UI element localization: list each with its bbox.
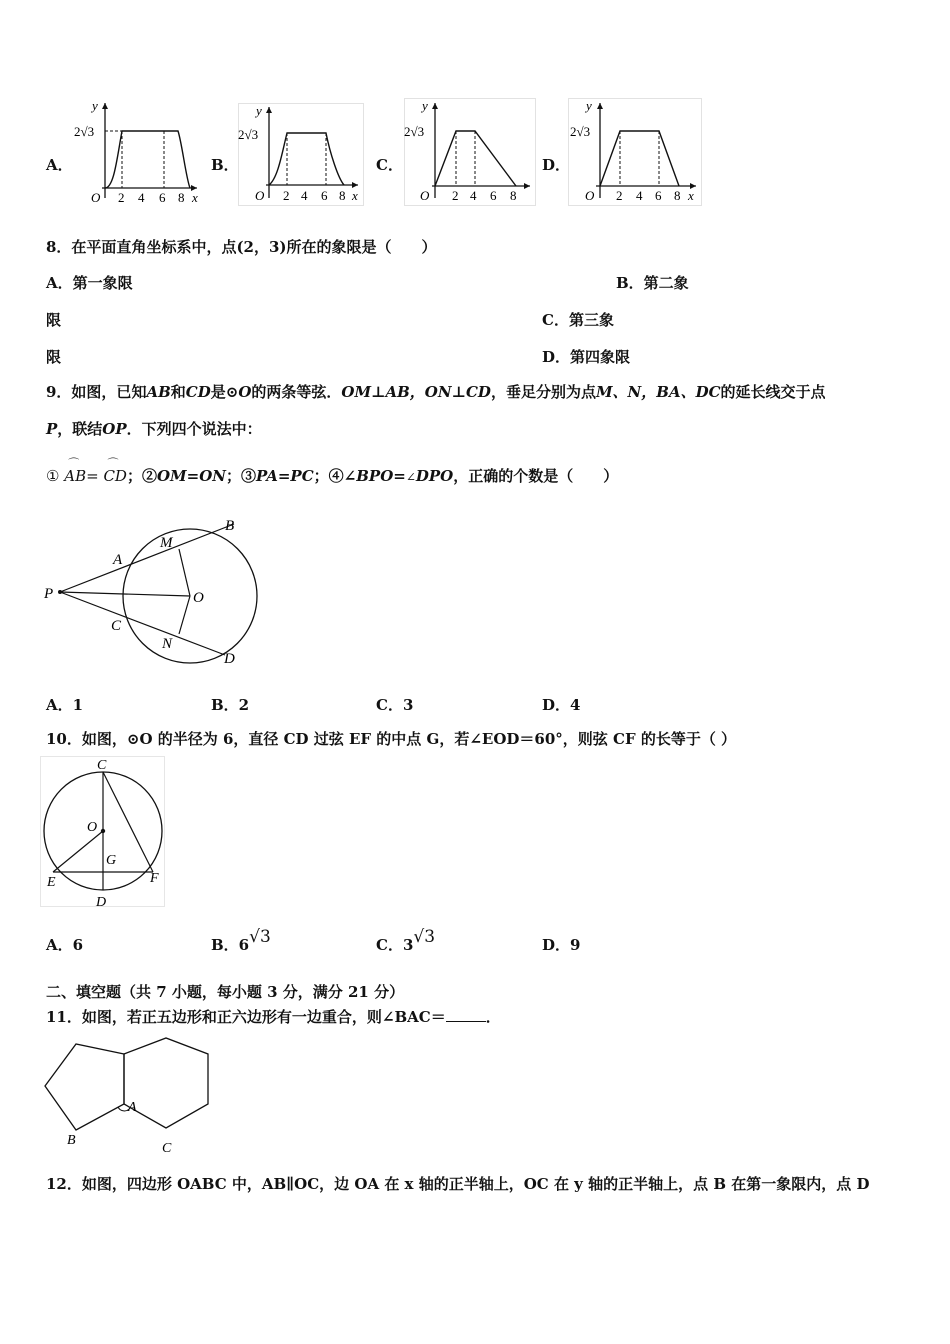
q8-option-d: D．第四象限 [542, 348, 631, 366]
q8-wrap-2: 限 [46, 348, 62, 366]
q9-option-d: D．4 [542, 696, 581, 714]
q7-graph-d [568, 98, 702, 206]
q10-option-c: C．3√3 [376, 927, 436, 954]
q9-option-a: A．1 [46, 696, 84, 714]
q8-stem: 8．在平面直角坐标系中，点(2，3)所在的象限是（ ） [46, 238, 437, 256]
q7-option-b-label: B． [211, 156, 239, 174]
svg-text:4: 4 [636, 188, 643, 203]
svg-text:6: 6 [321, 188, 328, 203]
svg-text:2√3: 2√3 [238, 127, 259, 142]
svg-text:O: O [585, 188, 595, 203]
q8-option-a: A．第一象限 [46, 274, 133, 292]
q9-option-c: C．3 [376, 696, 414, 714]
svg-text:y: y [586, 98, 592, 113]
q9-line-3: ① ⌒ AB= ⌒ CD；②OM=ON；③PA=PC；④∠BPO=∠DPO，正确的个数是（ ） [46, 457, 619, 485]
svg-text:2√3: 2√3 [74, 124, 95, 139]
svg-text:B: B [67, 1133, 76, 1148]
q7-option-a-label: A． [46, 156, 73, 174]
svg-text:2: 2 [616, 188, 623, 203]
svg-text:D: D [96, 895, 107, 910]
svg-text:O: O [420, 188, 430, 203]
svg-text:O: O [87, 820, 98, 835]
arc-ab: ⌒ AB [64, 457, 87, 485]
svg-text:6: 6 [490, 188, 497, 203]
svg-text:G: G [106, 853, 117, 868]
svg-text:x: x [352, 188, 358, 203]
svg-text:4: 4 [470, 188, 477, 203]
q9-line-2: P，联结OP．下列四个说法中： [46, 420, 262, 438]
section-2-title: 二、填空题（共 7 小题，每小题 3 分，满分 21 分） [46, 983, 405, 1001]
q7-graph-b [238, 103, 364, 206]
q10-stem: 10．如图，⊙O 的半径为 6，直径 CD 过弦 EF 的中点 G，若∠EOD＝60°，则弦 CF 的长等于（ ） [46, 730, 737, 748]
svg-text:x: x [192, 190, 198, 205]
svg-text:6: 6 [655, 188, 662, 203]
q12-stem: 12．如图，四边形 OABC 中，AB∥OC，边 OA 在 x 轴的正半轴上，OC 在 y 轴的正半轴上，点 B 在第一象限内，点 D [46, 1175, 870, 1193]
svg-text:A: A [113, 552, 123, 568]
svg-text:A: A [128, 1100, 137, 1115]
q8-option-b: B．第二象 [616, 274, 689, 292]
svg-text:E: E [47, 875, 56, 890]
svg-text:2: 2 [118, 190, 125, 205]
svg-text:O: O [255, 188, 265, 203]
q10-option-d: D．9 [542, 936, 581, 954]
q7-graph-c [404, 98, 536, 206]
q11-stem: 11．如图，若正五边形和正六边形有一边重合，则∠BAC＝ ． [46, 1008, 501, 1026]
svg-text:P: P [44, 586, 54, 602]
svg-text:4: 4 [301, 188, 308, 203]
svg-text:C: C [162, 1141, 172, 1156]
q9-line-1: 9．如图，已知AB和CD是⊙O的两条等弦．OM⊥AB，ON⊥CD，垂足分别为点M、N，BA、DC的延长线交于点 [46, 383, 826, 401]
svg-text:4: 4 [138, 190, 145, 205]
svg-text:x: x [688, 188, 694, 203]
svg-text:F: F [150, 871, 159, 886]
svg-text:C: C [111, 618, 122, 634]
svg-text:6: 6 [159, 190, 166, 205]
q11-figure [40, 1034, 220, 1162]
svg-text:D: D [224, 651, 235, 667]
arc-cd: ⌒ CD [103, 457, 127, 485]
svg-text:C: C [97, 758, 107, 773]
q10-option-a: A．6 [46, 936, 84, 954]
svg-text:O: O [91, 190, 101, 205]
q8-wrap-1: 限 [46, 311, 62, 329]
svg-text:N: N [162, 636, 173, 652]
svg-text:8: 8 [178, 190, 185, 205]
q10-option-b: B．6√3 [211, 927, 271, 954]
svg-text:2: 2 [452, 188, 459, 203]
svg-text:y: y [92, 98, 98, 113]
svg-text:M: M [160, 535, 173, 551]
q7-option-d-label: D． [542, 156, 571, 174]
svg-text:2: 2 [283, 188, 290, 203]
svg-text:8: 8 [510, 188, 517, 203]
svg-text:O: O [193, 590, 204, 606]
q8-option-c: C．第三象 [542, 311, 614, 329]
q7-graph-a [72, 98, 202, 206]
svg-text:2√3: 2√3 [570, 124, 591, 139]
q10-figure [40, 756, 170, 912]
q7-option-c-label: C． [376, 156, 403, 174]
q9-figure [40, 512, 270, 672]
q11-answer-blank[interactable] [446, 1007, 486, 1022]
svg-text:2√3: 2√3 [404, 124, 425, 139]
svg-text:y: y [256, 103, 262, 118]
q9-option-b: B．2 [211, 696, 250, 714]
svg-text:8: 8 [674, 188, 681, 203]
svg-text:B: B [225, 518, 235, 534]
svg-text:y: y [422, 98, 428, 113]
svg-text:8: 8 [339, 188, 346, 203]
